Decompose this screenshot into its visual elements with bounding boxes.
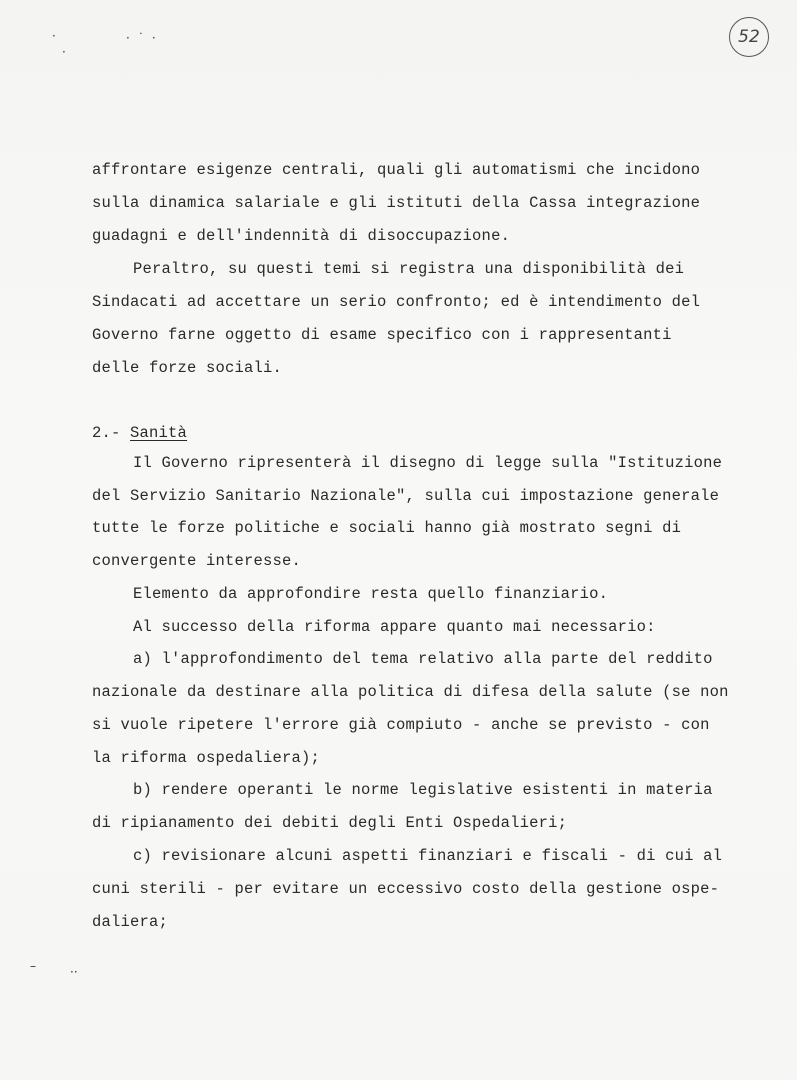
text-line: cuni sterili - per evitare un eccessivo costo della gestione ospe- bbox=[92, 880, 720, 898]
text-line: convergente interesse. bbox=[92, 552, 302, 570]
page-number-stamp: 52 bbox=[729, 17, 769, 57]
text-line: nazionale da destinare alla politica di difesa della salute (se non bbox=[92, 683, 729, 701]
text-line: Elemento da approfondire resta quello finanziario. bbox=[133, 585, 609, 603]
text-line: Governo farne oggetto di esame specifico con i rappresentanti bbox=[92, 326, 672, 344]
text-line: di ripianamento dei debiti degli Enti Ospedalieri; bbox=[92, 814, 568, 832]
text-line: la riforma ospedaliera); bbox=[92, 749, 321, 767]
scan-speck: · bbox=[62, 45, 66, 59]
scan-speck: ·· bbox=[70, 965, 78, 979]
text-line: del Servizio Sanitario Nazionale", sulla cui impostazione generale bbox=[92, 487, 720, 505]
section-heading bbox=[92, 423, 187, 443]
text-line: Peraltro, su questi temi si registra una disponibilità dei bbox=[133, 260, 685, 278]
section-number: 2.- bbox=[92, 424, 121, 442]
scan-speck: · bbox=[52, 29, 56, 43]
scan-speck: ·˙· bbox=[126, 31, 164, 45]
text-line: Il Governo ripresenterà il disegno di legge sulla "Istituzione bbox=[133, 454, 723, 472]
text-line: a) l'approfondimento del tema relativo alla parte del reddito bbox=[133, 650, 713, 668]
text-line: delle forze sociali. bbox=[92, 359, 283, 377]
text-line: si vuole ripetere l'errore già compiuto - anche se previsto - con bbox=[92, 716, 710, 734]
section-title: Sanità bbox=[130, 424, 188, 442]
scan-speck: – bbox=[30, 959, 36, 973]
text-line: sulla dinamica salariale e gli istituti della Cassa integrazione bbox=[92, 194, 701, 212]
text-line: guadagni e dell'indennità di disoccupazione. bbox=[92, 227, 511, 245]
text-line: c) revisionare alcuni aspetti finanziari e fiscali - di cui al bbox=[133, 847, 723, 865]
text-line: tutte le forze politiche e sociali hanno già mostrato segni di bbox=[92, 519, 682, 537]
text-line: Al successo della riforma appare quanto mai necessario: bbox=[133, 618, 656, 636]
text-line: affrontare esigenze centrali, quali gli automatismi che incidono bbox=[92, 161, 701, 179]
text-line: b) rendere operanti le norme legislative esistenti in materia bbox=[133, 781, 713, 799]
text-line: daliera; bbox=[92, 913, 169, 931]
text-line: Sindacati ad accettare un serio confronto; ed è intendimento del bbox=[92, 293, 701, 311]
